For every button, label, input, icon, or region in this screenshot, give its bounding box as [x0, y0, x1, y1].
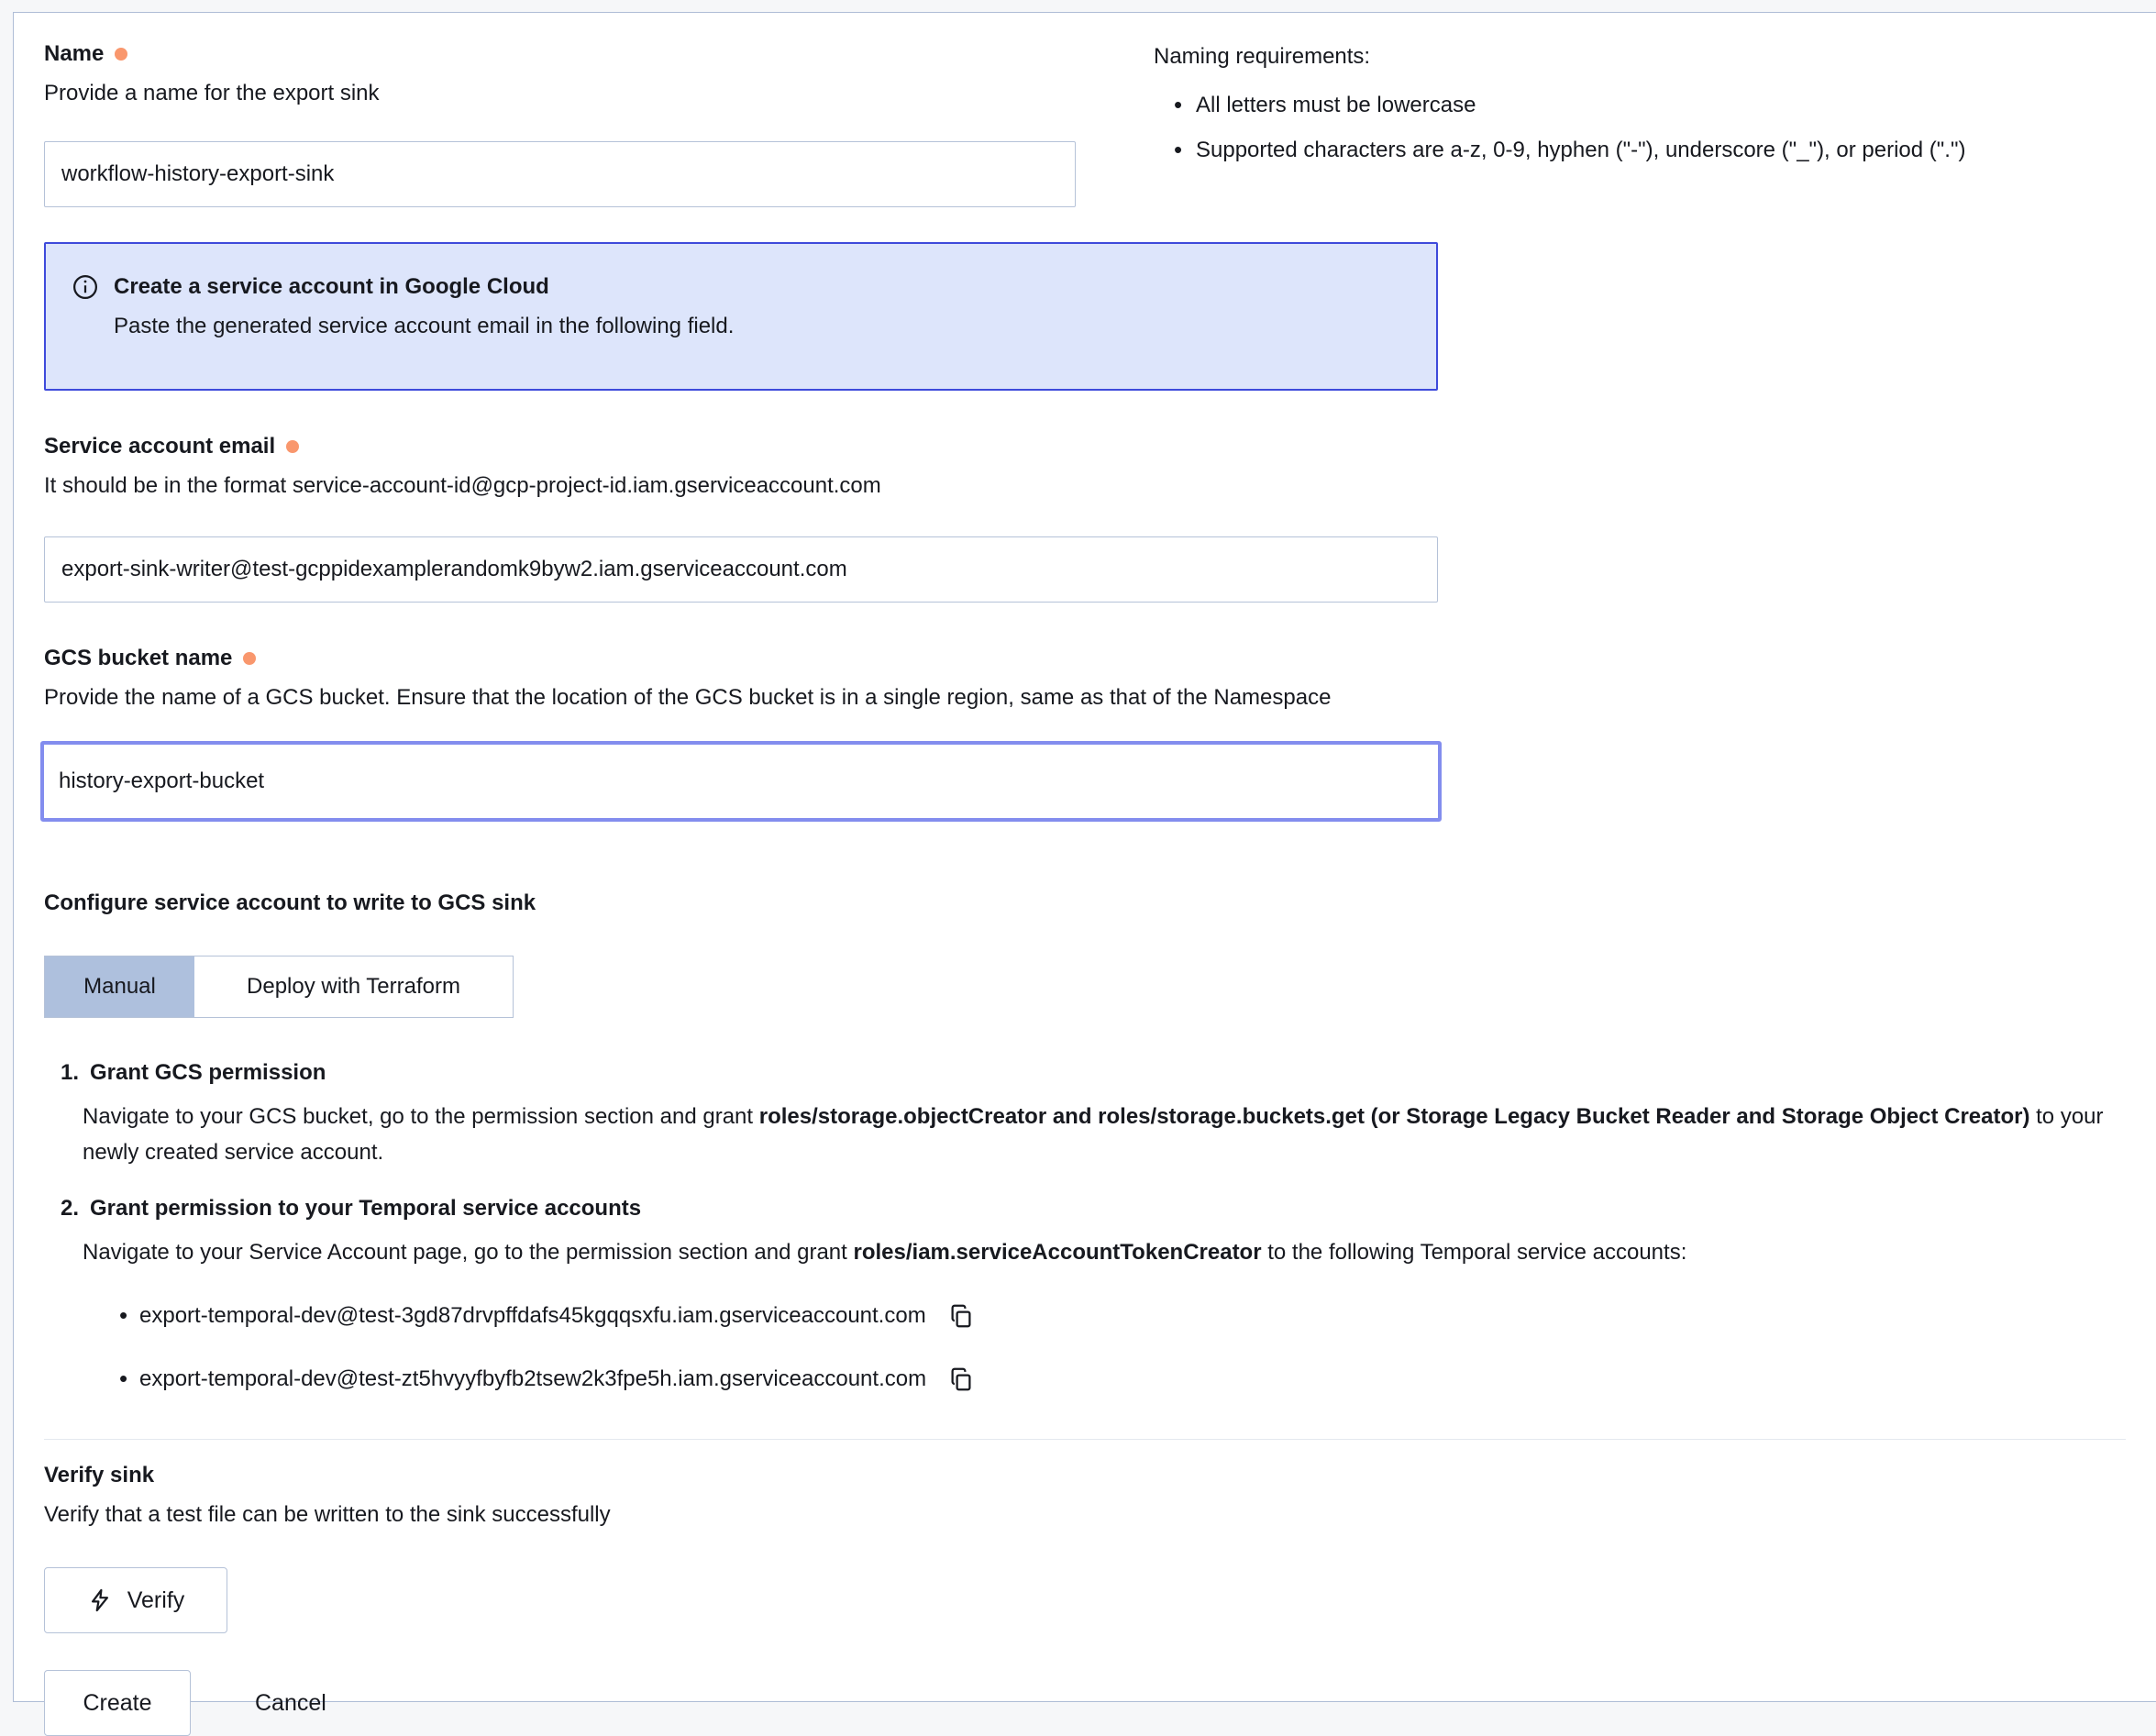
temporal-account-email: • export-temporal-dev@test-zt5hvyyfbyfb2tsew2k3fpe5h.iam.gserviceaccount.com — [139, 1366, 927, 1391]
verify-sink-description: Verify that a test file can be written to the sink successfully — [44, 1502, 611, 1527]
service-account-label-row — [44, 431, 2156, 462]
naming-requirements-list — [1154, 87, 2156, 168]
step-body-text: Navigate to your GCS bucket, go to the permission section and grant — [83, 1104, 759, 1129]
verify-button-label: Verify — [127, 1587, 185, 1613]
bucket-label: GCS bucket name — [44, 646, 233, 670]
section-divider — [44, 1439, 2126, 1440]
name-and-requirements-row — [44, 39, 2156, 207]
step-body-text: to the following Temporal service accounts: — [1261, 1240, 1687, 1265]
tab-manual[interactable]: Manual — [45, 956, 194, 1017]
banner-title-row — [72, 271, 1410, 303]
name-label-row — [44, 39, 1089, 70]
create-button[interactable]: Create — [44, 1670, 191, 1736]
temporal-account-list — [44, 1298, 2156, 1397]
bolt-icon — [87, 1587, 113, 1613]
temporal-account-email: • export-temporal-dev@test-3gd87drvpffdafs45kgqqsxfu.iam.gserviceaccount.com — [139, 1303, 926, 1328]
bucket-description: Provide the name of a GCS bucket. Ensure that the location of the GCS bucket is in a single region, same as that of the Namespace — [44, 685, 1332, 710]
bucket-field-group — [44, 643, 2156, 822]
verify-sink-label: Verify sink — [44, 1463, 155, 1487]
step-body-text: to your newly created service account. — [83, 1104, 2104, 1165]
step-body-text: Navigate to your Service Account page, go to the permission section and grant — [83, 1240, 854, 1265]
step-title: Grant permission to your Temporal service accounts — [90, 1196, 642, 1221]
name-label: Name — [44, 41, 105, 66]
naming-requirement-item: • Supported characters are a-z, 0-9, hyphen ("-"), underscore ("_"), or period (".") — [1154, 132, 2156, 168]
temporal-account-item — [44, 1361, 2156, 1397]
banner-description: Paste the generated service account email in the following field. — [114, 314, 735, 338]
copy-icon[interactable] — [946, 1365, 976, 1394]
name-field-group — [44, 39, 1089, 207]
naming-requirement-item: • All letters must be lowercase — [1154, 87, 2156, 123]
bucket-label-row — [44, 643, 2156, 674]
naming-requirements — [1089, 39, 2156, 207]
banner-title: Create a service account in Google Cloud — [114, 274, 549, 299]
service-account-description: It should be in the format service-account-id@gcp-project-id.iam.gserviceaccount.com — [44, 473, 881, 498]
required-dot-icon — [115, 48, 127, 61]
manual-steps — [44, 1056, 2156, 1397]
step-grant-gcs-permission — [44, 1056, 2156, 1170]
copy-icon[interactable] — [946, 1301, 976, 1331]
service-account-field-group — [44, 431, 2156, 603]
configure-section-heading: Configure service account to write to GCS sink — [44, 890, 536, 915]
verify-button[interactable] — [44, 1567, 227, 1633]
form-actions — [44, 1670, 2156, 1736]
step-grant-temporal-permission — [44, 1192, 2156, 1270]
required-dot-icon — [286, 440, 299, 453]
step-title: Grant GCS permission — [90, 1060, 326, 1085]
service-account-email-input[interactable] — [44, 536, 1438, 603]
sink-name-input[interactable] — [44, 141, 1076, 207]
step-title-row — [44, 1056, 2156, 1089]
form-content — [44, 39, 2156, 1716]
name-description: Provide a name for the export sink — [44, 81, 380, 105]
cancel-button[interactable]: Cancel — [255, 1689, 326, 1716]
step-body-bold: roles/storage.objectCreator and roles/storage.buckets.get (or Storage Legacy Bucket Reader and Storage Object Creator) — [758, 1104, 2030, 1129]
service-account-info-banner — [44, 242, 1438, 391]
step-title-row — [44, 1192, 2156, 1225]
step-body — [83, 1234, 2109, 1270]
step-body-bold: roles/iam.serviceAccountTokenCreator — [853, 1240, 1262, 1265]
configure-tabs — [44, 956, 514, 1018]
step-number: 1. — [61, 1060, 80, 1085]
tab-deploy-with-terraform[interactable]: Deploy with Terraform — [194, 956, 513, 1017]
service-account-label: Service account email — [44, 434, 276, 459]
export-sink-form-panel — [13, 12, 2156, 1716]
info-icon — [72, 273, 99, 301]
step-number: 2. — [61, 1196, 80, 1221]
required-dot-icon — [243, 652, 256, 665]
gcs-bucket-name-input[interactable] — [40, 741, 1442, 822]
naming-requirements-title: Naming requirements: — [1154, 44, 1371, 69]
temporal-account-item — [44, 1298, 2156, 1333]
step-body — [83, 1099, 2109, 1170]
